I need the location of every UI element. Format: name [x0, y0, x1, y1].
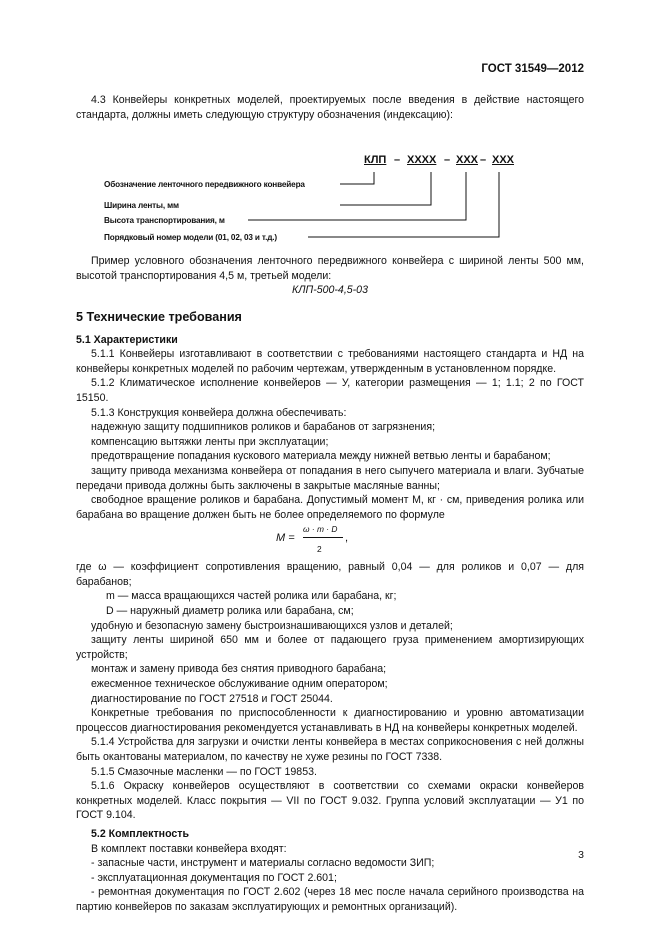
clause-5-2: В комплект поставки конвейера входят:: [91, 842, 287, 855]
label-conveyor-designation: Обозначение ленточного передвижного конвейера: [104, 180, 305, 190]
formula-numerator: ω · m · D: [303, 524, 338, 535]
list-item: - запасные части, инструмент и материалы согласно ведомости ЗИП;: [91, 857, 435, 870]
where-line: где ω — коэффициент сопротивления вращению, равный 0,04 — для роликов и 0,07 — для барабанов;: [76, 561, 584, 588]
example-text: Пример условного обозначения ленточного передвижного конвейера с шириной ленты 500 мм, высотой транспортирования 4,5 м, третьей модели:: [76, 255, 584, 282]
list-item: монтаж и замену привода без снятия приводного барабана;: [91, 663, 387, 676]
label-model-number: Порядковый номер модели (01, 02, 03 и т.д.): [104, 233, 277, 243]
list-item: защиту привода механизма конвейера от попадания в него сыпучего материала и влаги. Зубчатые передачи привода должны быть заключены в закрытые масляные ванны;: [76, 464, 584, 492]
page-number: 3: [578, 849, 584, 861]
clause-4-3: 4.3 Конвейеры конкретных моделей, проектируемых после введения в действие настоящего стандарта, должны иметь следующую структуру обозначения (индексацию):: [76, 94, 584, 121]
list-item: удобную и безопасную замену быстроизнашивающихся узлов и деталей;: [91, 619, 453, 632]
formula-denominator: 2: [317, 544, 322, 555]
list-item: ежесменное техническое обслуживание одним оператором;: [91, 678, 388, 691]
moment-formula: [76, 522, 584, 560]
formula-lhs: М =: [276, 532, 295, 545]
list-item: защиту ленты шириной 650 мм и более от падающего груза применением амортизирующих устройств;: [76, 634, 584, 661]
code-part-model: ХХХ: [492, 154, 515, 167]
list-item: компенсацию вытяжки ленты при эксплуатации;: [91, 435, 329, 448]
clause-5-1-6: 5.1.6 Окраску конвейеров осуществляют в соответствии со схемами окраски конвейеров конкретных моделей. Класс покрытия — VII по ГОСТ 9.032. Группа условий эксплуатации — У1 по ГОСТ 9.104.: [76, 780, 584, 822]
list-item: предотвращение попадания кускового материала между нижней ветвью ленты и барабаном;: [91, 450, 551, 463]
subsection-5-2-title: 5.2 Комплектность: [91, 827, 189, 840]
label-belt-width: Ширина ленты, мм: [104, 201, 179, 211]
code-part-klp: КЛП: [364, 154, 387, 167]
list-item: свободное вращение роликов и барабана. Допустимый момент М, кг · см, приведения ролика или барабана во вращение должен быть не более определяемого по формуле: [76, 494, 584, 521]
leader-line-1: [340, 172, 374, 184]
diagnostics-paragraph: Конкретные требования по приспособленности к диагностированию и уровню автоматизации процессов диагностирования рекомендуется устанавливать в НД на конвейеры конкретных моделей.: [76, 707, 584, 734]
clause-5-1-2: 5.1.2 Климатическое исполнение конвейеров — У, категории размещения — 1; 1.1; 2 по ГОСТ 15150.: [76, 377, 584, 404]
list-item: - ремонтная документация по ГОСТ 2.602 (через 18 мес после начала серийного производства на партию конвейеров по заказам эксплуатирующих и ремонтных организаций).: [76, 886, 584, 913]
code-dash-3: –: [480, 154, 487, 167]
clause-5-1-1: 5.1.1 Конвейеры изготавливают в соответствии с требованиями настоящего стандарта и НД на конвейеры конкретных моделей по рабочим чертежам, утвержденным в установленном порядке.: [76, 348, 584, 375]
subsection-5-1-title: 5.1 Характеристики: [76, 333, 178, 346]
code-part-height: ХХХ: [456, 154, 479, 167]
list-item: надежную защиту подшипников роликов и барабанов от загрязнения;: [91, 421, 436, 434]
list-item: - эксплуатационная документация по ГОСТ 2.601;: [91, 871, 337, 884]
example-code: КЛП-500-4,5-03: [292, 284, 368, 297]
standard-number: ГОСТ 31549—2012: [481, 63, 584, 75]
label-transport-height: Высота транспортирования, м: [104, 216, 225, 226]
formula-fraction-bar: [303, 537, 343, 538]
section-5-title: 5 Технические требования: [76, 309, 242, 324]
code-part-width: ХХХХ: [407, 154, 437, 167]
clause-5-1-5: 5.1.5 Смазочные масленки — по ГОСТ 19853.: [91, 765, 317, 778]
clause-5-1-4: 5.1.4 Устройства для загрузки и очистки ленты конвейера в местах соприкосновения с ней должны быть окантованы материалом, по качеству не хуже резины по ГОСТ 7338.: [76, 736, 584, 763]
code-dash-1: –: [394, 154, 401, 167]
page-body: [76, 93, 584, 915]
leader-line-2: [340, 172, 431, 205]
where-line: D — наружный диаметр ролика или барабана, см;: [106, 605, 354, 618]
where-line: m — масса вращающихся частей ролика или барабана, кг;: [106, 590, 397, 603]
designation-diagram: [76, 122, 584, 246]
formula-comma: ,: [345, 532, 349, 545]
clause-5-1-3: 5.1.3 Конструкция конвейера должна обеспечивать:: [91, 406, 347, 419]
code-dash-2: –: [444, 154, 451, 167]
list-item: диагностирование по ГОСТ 27518 и ГОСТ 25044.: [91, 692, 333, 705]
